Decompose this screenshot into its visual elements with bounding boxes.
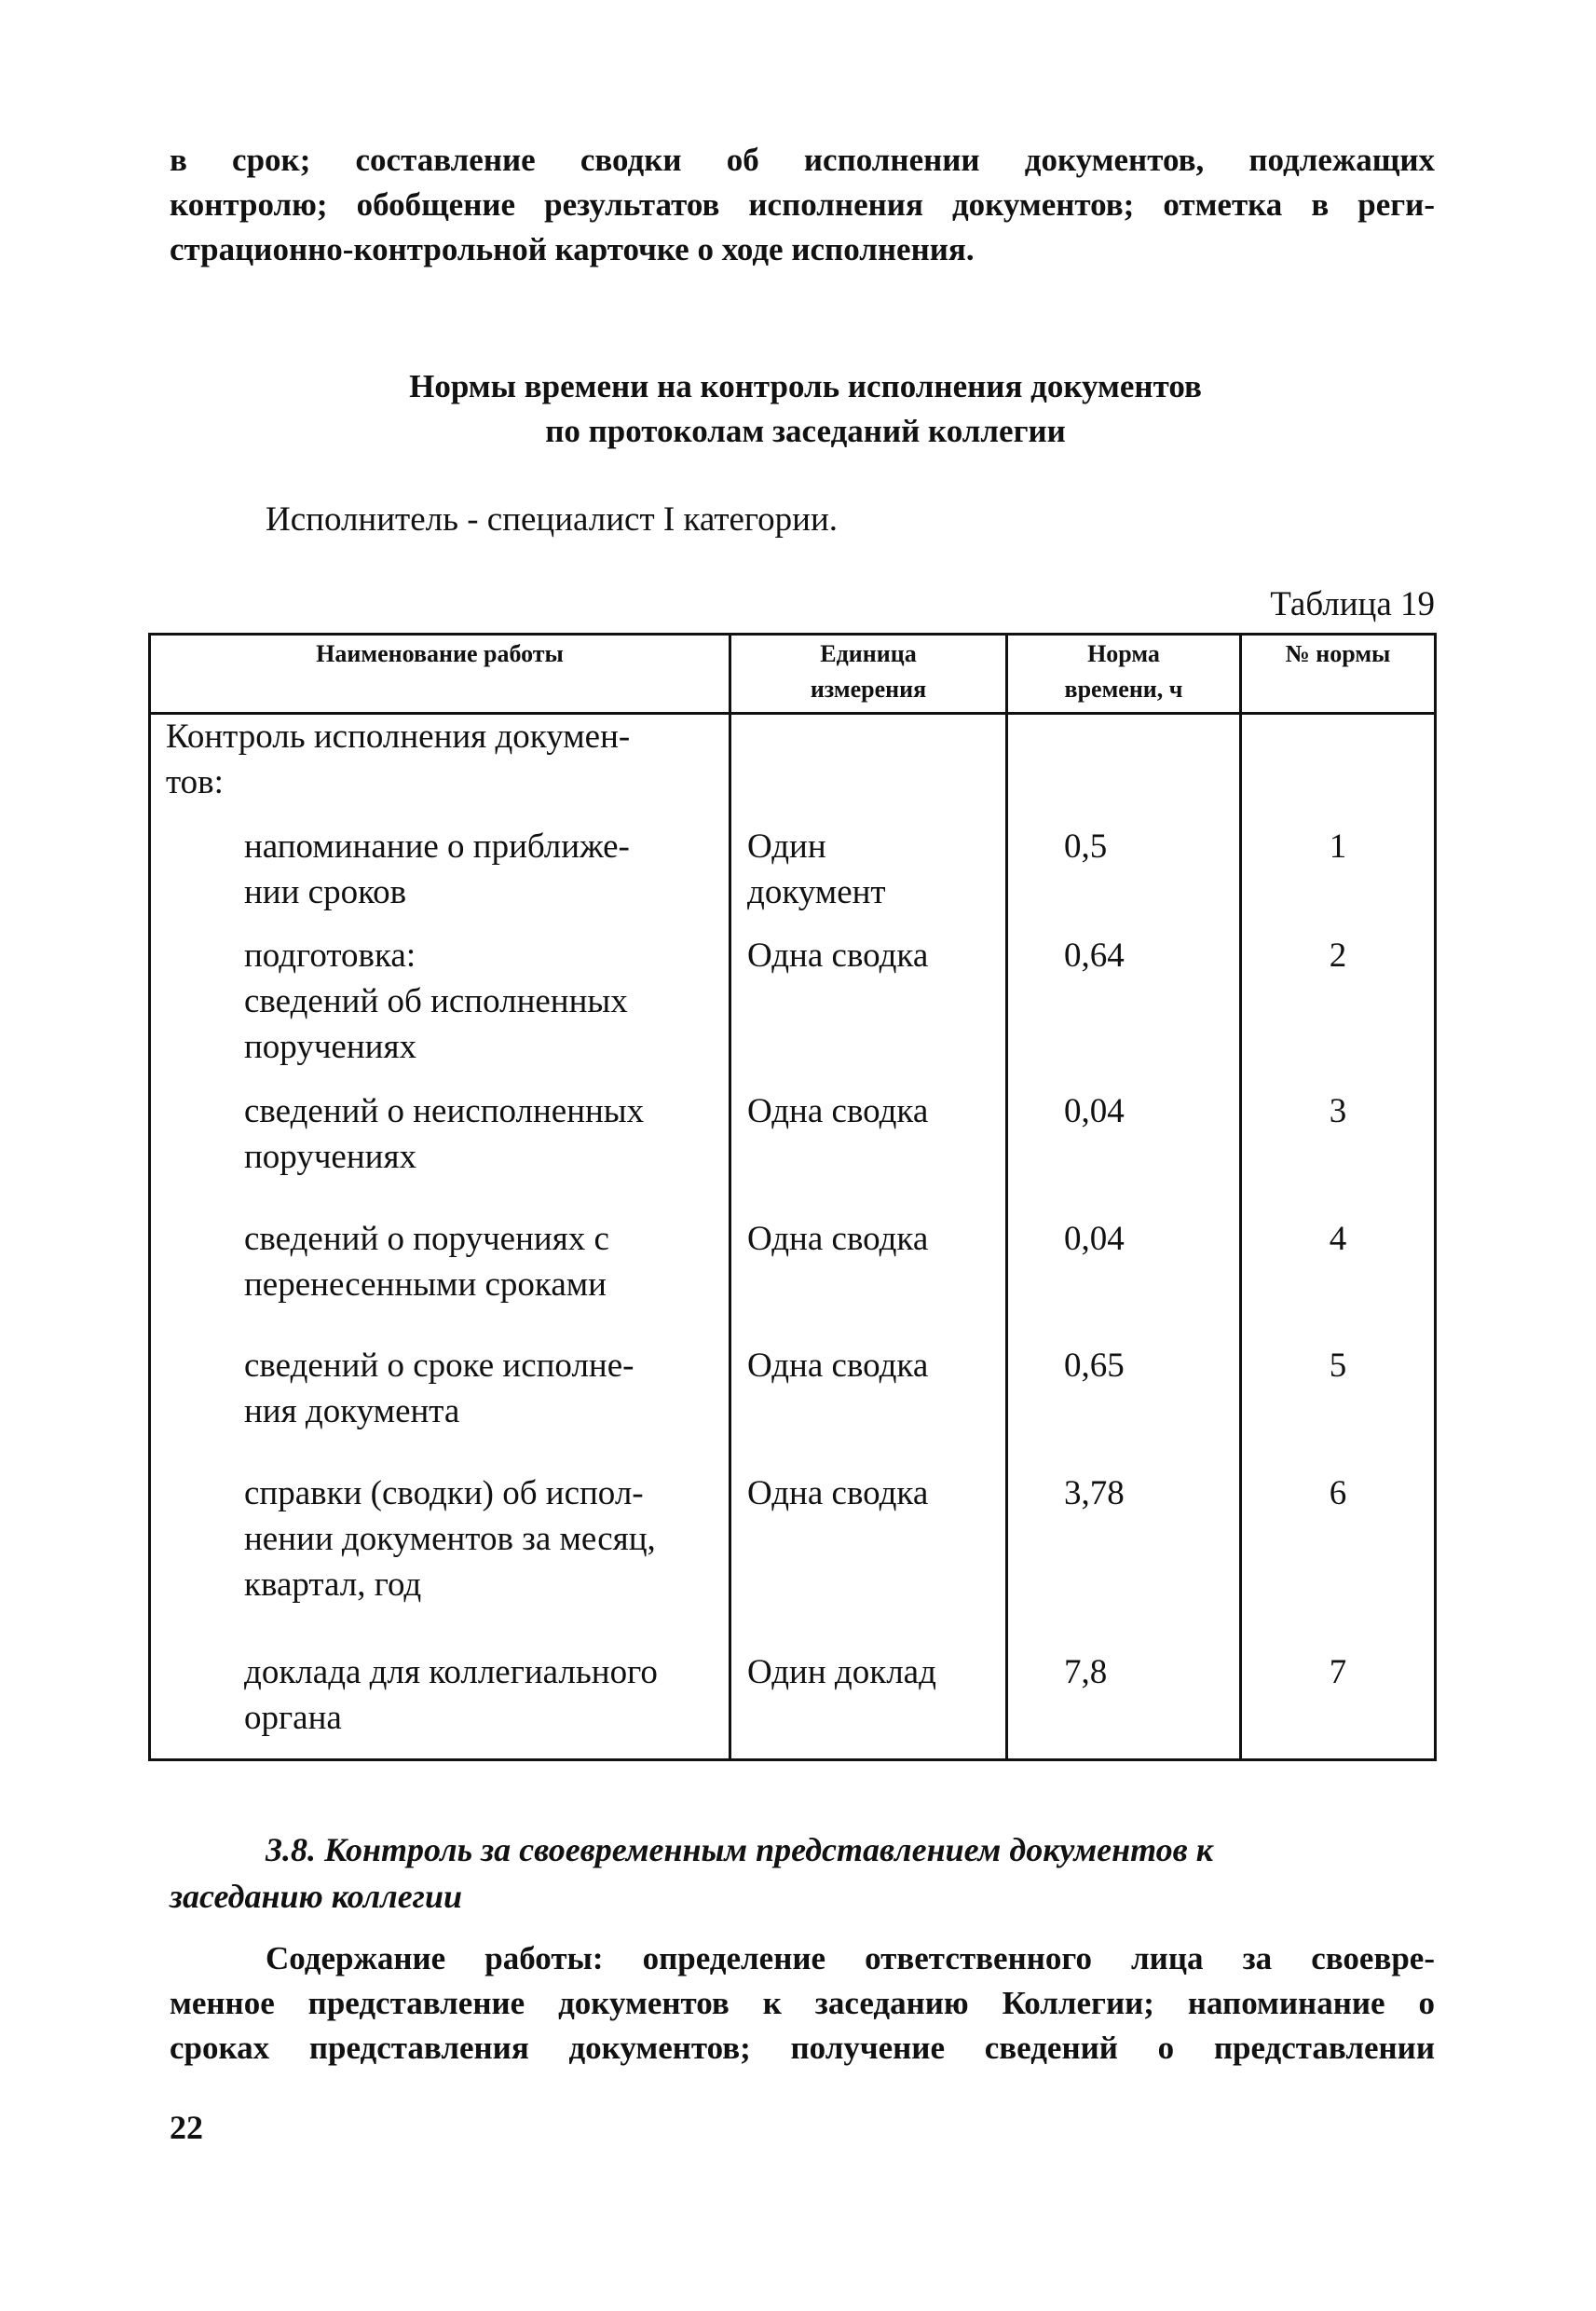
- row-name: напоминание о приближе-: [244, 827, 630, 866]
- intro-line: в срок; составление сводки об исполнении документов, подлежащих: [170, 142, 1435, 178]
- row-number: 7: [1329, 1653, 1347, 1691]
- intro-line: страционно-контрольной карточке о ходе исполнения.: [170, 231, 975, 267]
- row-norm: 0,65: [1064, 1347, 1125, 1385]
- header-norm: [1008, 636, 1239, 707]
- column-divider: [1239, 633, 1242, 1761]
- page-number: 22: [170, 2109, 203, 2146]
- row-number: 2: [1329, 937, 1347, 975]
- row-norm: 0,04: [1064, 1092, 1125, 1130]
- row-unit: Одна сводка: [747, 1474, 929, 1512]
- row-norm: 3,78: [1064, 1474, 1125, 1512]
- header-name: Наименование работы: [316, 640, 564, 667]
- row-norm: 0,64: [1064, 937, 1125, 975]
- group-title: тов:: [166, 763, 224, 801]
- row-name: поручениях: [244, 1138, 416, 1176]
- content-line: менное представление документов к заседанию Коллегии; напоминание о: [170, 1985, 1435, 2021]
- row-unit: Одна сводка: [747, 937, 929, 975]
- row-unit: документ: [747, 873, 886, 911]
- row-name: нии сроков: [244, 873, 407, 911]
- row-name: сведений о поручениях с: [244, 1220, 609, 1258]
- header-unit: [731, 636, 1005, 707]
- row-number: 4: [1329, 1220, 1347, 1258]
- row-unit: Одна сводка: [747, 1092, 929, 1130]
- row-name: справки (сводки) об испол-: [244, 1474, 644, 1512]
- column-divider: [1005, 633, 1008, 1761]
- header-norm-line2: времени, ч: [1064, 676, 1183, 703]
- row-name: квартал, год: [244, 1566, 422, 1604]
- row-number: 1: [1329, 827, 1347, 866]
- table-heading: Нормы времени на контроль исполнения документов: [409, 368, 1202, 404]
- row-number: 5: [1329, 1347, 1347, 1385]
- header-num: № нормы: [1285, 640, 1391, 667]
- row-name: сведений об исполненных: [244, 982, 628, 1020]
- row-unit: Одна сводка: [747, 1220, 929, 1258]
- header-norm-line1: Норма: [1087, 640, 1160, 667]
- row-name: сведений о неисполненных: [244, 1092, 645, 1130]
- row-norm: 7,8: [1064, 1653, 1108, 1691]
- row-name: ния документа: [244, 1392, 460, 1430]
- executor-line: Исполнитель - специалист I категории.: [266, 500, 839, 539]
- header-unit-line1: Единица: [820, 640, 917, 667]
- table-heading: по протоколам заседаний коллегии: [545, 413, 1066, 449]
- column-divider: [729, 633, 731, 1761]
- row-name: доклада для коллегиального: [244, 1653, 658, 1691]
- row-norm: 0,5: [1064, 827, 1108, 866]
- row-name: сведений о сроке исполне-: [244, 1347, 634, 1385]
- row-unit: Одна сводка: [747, 1347, 929, 1385]
- section-title: заседанию коллегии: [170, 1878, 463, 1915]
- row-name: перенесенными сроками: [244, 1265, 607, 1304]
- row-norm: 0,04: [1064, 1220, 1125, 1258]
- section-title: 3.8. Контроль за своевременным представлением документов к: [266, 1831, 1213, 1868]
- row-name: поручениях: [244, 1028, 416, 1066]
- group-title: Контроль исполнения докумен-: [166, 718, 631, 756]
- row-name: органа: [244, 1699, 342, 1737]
- row-number: 6: [1329, 1474, 1347, 1512]
- header-unit-line2: измерения: [810, 676, 927, 703]
- row-unit: Один доклад: [747, 1653, 936, 1691]
- table-label: Таблица 19: [1270, 585, 1435, 623]
- row-unit: Один: [747, 827, 826, 866]
- intro-line: контролю; обобщение результатов исполнения документов; отметка в реги-: [170, 186, 1435, 223]
- row-name: подготовка:: [244, 937, 416, 975]
- row-name: нении документов за месяц,: [244, 1520, 656, 1558]
- row-number: 3: [1329, 1092, 1347, 1130]
- content-line: сроках представления документов; получение сведений о представлении: [170, 2030, 1435, 2066]
- content-line: Содержание работы: определение ответственного лица за своевре-: [266, 1940, 1435, 1976]
